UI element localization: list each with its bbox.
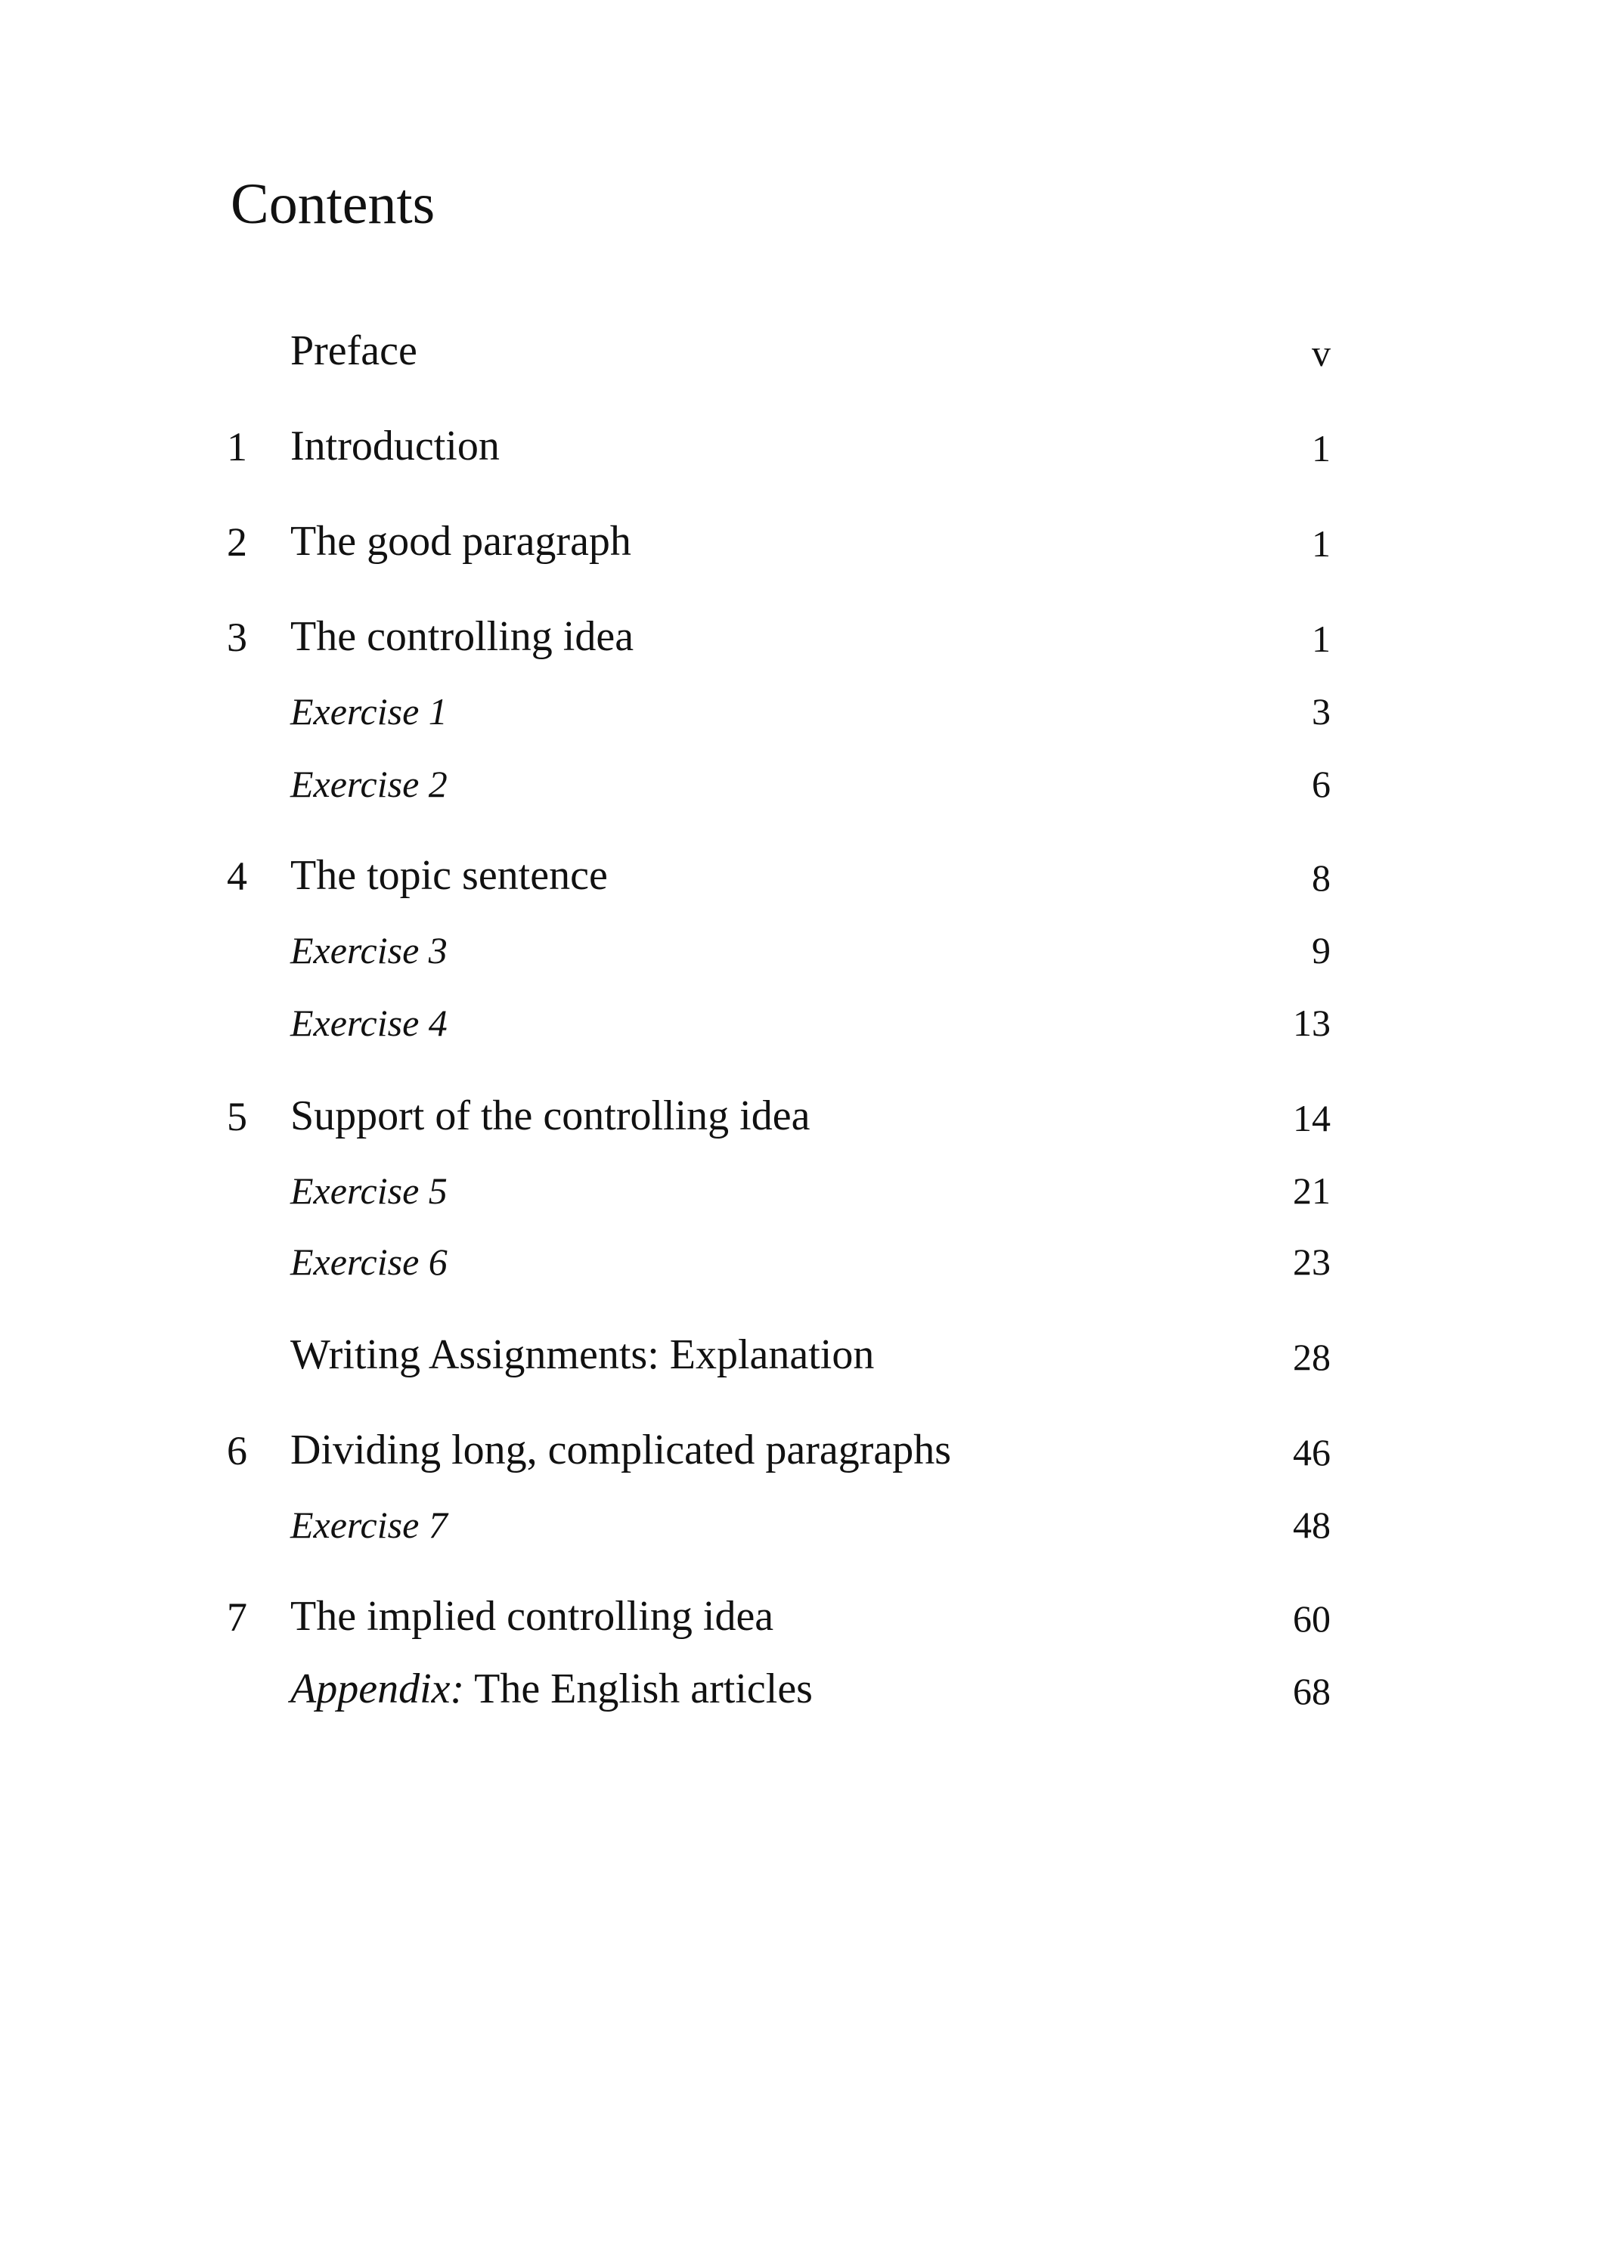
toc-entry-title: Support of the controlling idea bbox=[290, 1092, 810, 1139]
page-title: Contents bbox=[231, 172, 435, 236]
toc-entry-exercise-7 bbox=[227, 1483, 1331, 1544]
toc-entry-exercise-4 bbox=[227, 981, 1331, 1042]
toc-entry-support bbox=[227, 1077, 1331, 1137]
toc-entry-page: 8 bbox=[1312, 857, 1331, 899]
toc-entry-preface bbox=[227, 311, 1331, 372]
appendix-label: Appendix: bbox=[290, 1665, 465, 1712]
toc-entry-title: The implied controlling idea bbox=[290, 1593, 774, 1640]
toc-entry-page: 9 bbox=[1312, 929, 1331, 971]
toc-entry-page: 13 bbox=[1293, 1002, 1331, 1044]
toc-entry-introduction bbox=[227, 407, 1331, 467]
toc-entry-title: Exercise 7 bbox=[290, 1504, 448, 1546]
toc-entry-title: The good paragraph bbox=[290, 518, 631, 565]
toc-entry-exercise-2 bbox=[227, 742, 1331, 803]
appendix-title: The English articles bbox=[464, 1665, 813, 1712]
toc-entry-title: Exercise 4 bbox=[290, 1002, 448, 1044]
toc-entry-page: 23 bbox=[1293, 1241, 1331, 1283]
toc-entry-title: Exercise 5 bbox=[290, 1170, 448, 1212]
toc-entry-page: 21 bbox=[1293, 1170, 1331, 1212]
toc-entry-title: Exercise 6 bbox=[290, 1241, 448, 1283]
toc-entry-title: Exercise 2 bbox=[290, 763, 448, 805]
toc-entry-title: The topic sentence bbox=[290, 852, 608, 899]
toc-entry-page: 68 bbox=[1293, 1670, 1331, 1712]
toc-entry-number: 5 bbox=[227, 1094, 247, 1139]
toc-entry-topic-sentence bbox=[227, 836, 1331, 897]
toc-entry-number: 2 bbox=[227, 519, 247, 565]
toc-entry-title: Preface bbox=[290, 327, 417, 374]
toc-entry-page: v bbox=[1312, 332, 1331, 374]
toc-entry-page: 3 bbox=[1312, 690, 1331, 733]
toc-entry-exercise-1 bbox=[227, 670, 1331, 733]
toc-entry-page: 6 bbox=[1312, 763, 1331, 805]
toc-entry-number: 1 bbox=[227, 424, 247, 469]
toc-entry-implied-idea bbox=[227, 1577, 1331, 1640]
toc-entry-title: Exercise 3 bbox=[290, 929, 448, 971]
toc-entry-page: 14 bbox=[1293, 1097, 1331, 1139]
toc-entry-title: The controlling idea bbox=[290, 613, 634, 660]
toc-entry-controlling-idea bbox=[227, 597, 1331, 658]
toc-entry-writing-assignments bbox=[227, 1315, 1331, 1376]
toc-entry-page: 48 bbox=[1293, 1504, 1331, 1546]
toc-entry-page: 60 bbox=[1293, 1597, 1331, 1640]
toc-entry-exercise-3 bbox=[227, 909, 1331, 969]
toc-entry-page: 46 bbox=[1293, 1431, 1331, 1473]
toc-entry-page: 1 bbox=[1312, 618, 1331, 660]
toc-entry-title: Dividing long, complicated paragraphs bbox=[290, 1427, 951, 1473]
toc-entry-exercise-5 bbox=[227, 1149, 1331, 1210]
toc-entry-number: 7 bbox=[227, 1594, 247, 1640]
toc-entry-page: 28 bbox=[1293, 1336, 1331, 1378]
toc-entry-title: Introduction bbox=[290, 423, 500, 469]
toc-entry-number: 3 bbox=[227, 615, 247, 660]
toc-entry-title: Exercise 1 bbox=[290, 690, 448, 733]
toc-entry-page: 1 bbox=[1312, 427, 1331, 469]
toc-entry-title bbox=[290, 1665, 813, 1712]
toc-entry-title: Writing Assignments: Explanation bbox=[290, 1331, 875, 1378]
toc-entry-appendix bbox=[227, 1650, 1331, 1710]
toc-entry-page: 1 bbox=[1312, 522, 1331, 565]
toc-entry-good-paragraph bbox=[227, 502, 1331, 565]
toc-entry-number: 6 bbox=[227, 1428, 247, 1473]
toc-entry-number: 4 bbox=[227, 854, 247, 899]
toc-entry-exercise-6 bbox=[227, 1220, 1331, 1281]
toc-entry-dividing-paragraphs bbox=[227, 1411, 1331, 1471]
